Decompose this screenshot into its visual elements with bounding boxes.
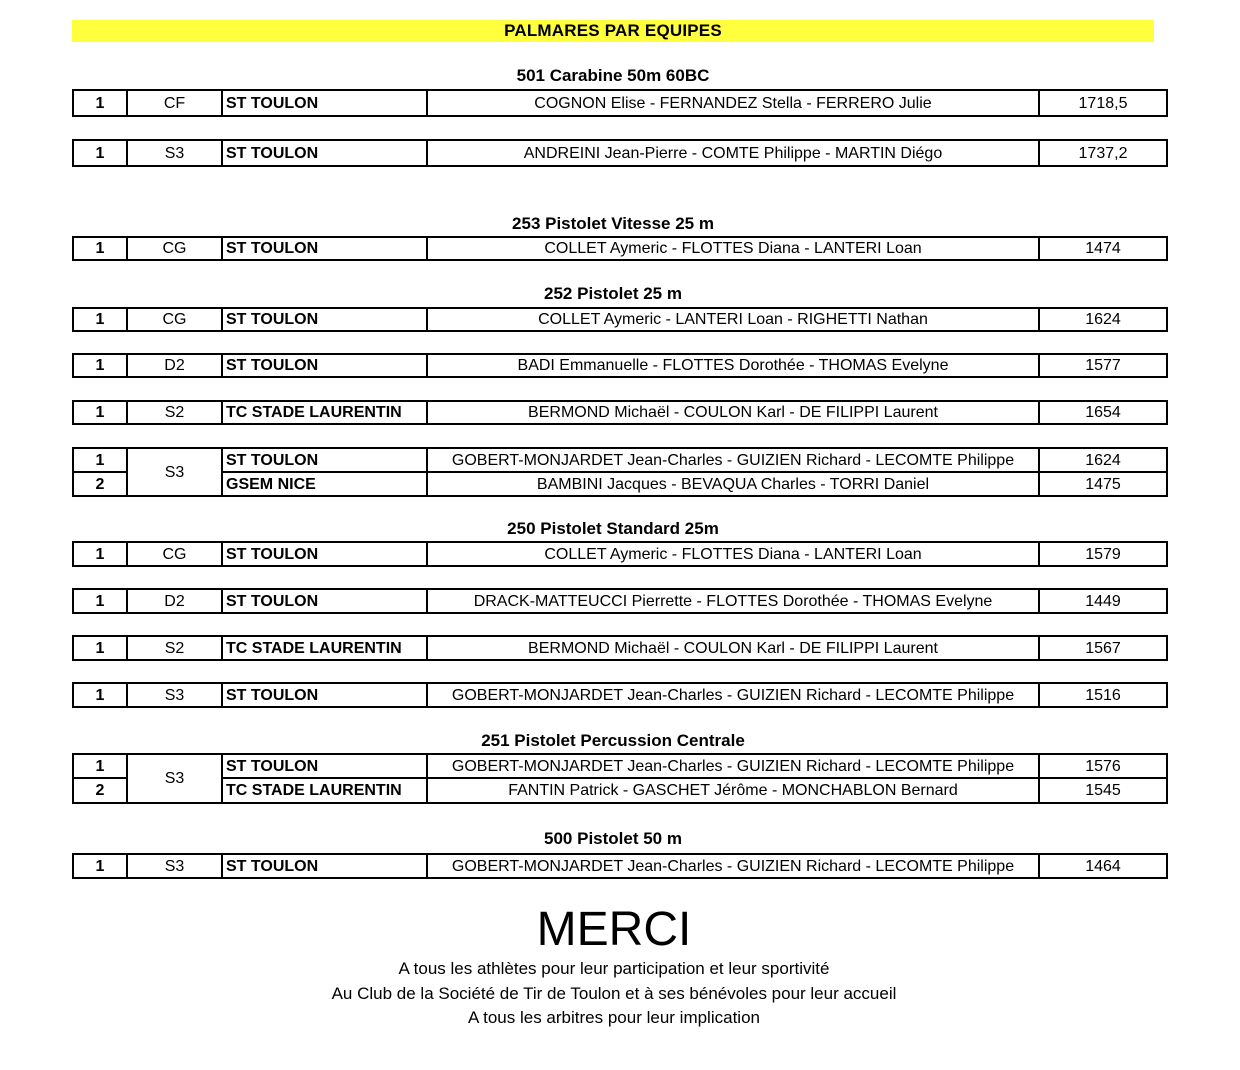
results-table [72,139,1168,167]
table-row [73,354,1167,377]
score-cell: 1475 [1039,472,1167,496]
score-cell: 1474 [1039,237,1167,260]
section-title: 250 Pistolet Standard 25m [507,519,719,538]
score-cell: 1567 [1039,636,1167,660]
rank-cell: 1 [73,401,127,424]
results-table [72,89,1168,117]
thanks-line: Au Club de la Société de Tir de Toulon et à ses bénévoles pour leur accueil [331,984,897,1003]
rank-cell: 1 [73,854,127,878]
category-cell: S3 [127,448,222,496]
score-cell: 1576 [1039,754,1167,778]
results-table [72,236,1168,261]
section-title: 251 Pistolet Percussion Centrale [481,731,745,750]
table-row [73,237,1167,260]
rank-cell: 1 [73,448,127,472]
score-cell: 1718,5 [1039,90,1167,116]
thanks-line: A tous les arbitres pour leur implication [468,1008,760,1027]
results-table [72,447,1168,497]
rank-cell: 1 [73,754,127,778]
rank-cell: 1 [73,237,127,260]
results-table [72,635,1168,661]
table-row [73,636,1167,660]
rank-cell: 1 [73,683,127,707]
score-cell: 1516 [1039,683,1167,707]
table-row [73,589,1167,613]
results-table [72,541,1168,567]
club-cell: ST TOULON [222,308,427,331]
team-members-cell: COLLET Aymeric - LANTERI Loan - RIGHETTI Nathan [427,308,1039,331]
club-cell: ST TOULON [222,237,427,260]
category-cell: CG [127,542,222,566]
category-cell: D2 [127,589,222,613]
page-title: PALMARES PAR EQUIPES [72,20,1154,42]
club-cell: ST TOULON [222,683,427,707]
score-cell: 1579 [1039,542,1167,566]
club-cell: ST TOULON [222,354,427,377]
rank-cell: 1 [73,308,127,331]
results-table [72,588,1168,614]
results-table [72,753,1168,804]
rank-cell: 1 [73,140,127,166]
team-members-cell: BERMOND Michaël - COULON Karl - DE FILIPPI Laurent [427,401,1039,424]
rank-cell: 2 [73,472,127,496]
category-cell: S3 [127,854,222,878]
category-cell: CG [127,237,222,260]
team-members-cell: COLLET Aymeric - FLOTTES Diana - LANTERI Loan [427,542,1039,566]
results-table [72,682,1168,708]
table-row [73,472,1167,496]
team-members-cell: COLLET Aymeric - FLOTTES Diana - LANTERI Loan [427,237,1039,260]
results-table [72,853,1168,879]
table-row [73,754,1167,778]
category-cell: S3 [127,683,222,707]
club-cell: GSEM NICE [222,472,427,496]
team-members-cell: BERMOND Michaël - COULON Karl - DE FILIPPI Laurent [427,636,1039,660]
table-row [73,683,1167,707]
category-cell: S2 [127,401,222,424]
table-row [73,308,1167,331]
rank-cell: 1 [73,636,127,660]
rank-cell: 1 [73,90,127,116]
table-row [73,140,1167,166]
club-cell: ST TOULON [222,589,427,613]
team-members-cell: GOBERT-MONJARDET Jean-Charles - GUIZIEN Richard - LECOMTE Philippe [427,754,1039,778]
team-members-cell: GOBERT-MONJARDET Jean-Charles - GUIZIEN Richard - LECOMTE Philippe [427,448,1039,472]
results-table [72,307,1168,332]
team-members-cell: GOBERT-MONJARDET Jean-Charles - GUIZIEN Richard - LECOMTE Philippe [427,854,1039,878]
rank-cell: 1 [73,354,127,377]
table-row [73,542,1167,566]
category-cell: CG [127,308,222,331]
section-title: 500 Pistolet 50 m [544,829,682,848]
club-cell: ST TOULON [222,754,427,778]
results-table [72,353,1168,378]
thanks-line: A tous les athlètes pour leur participation et leur sportivité [398,959,830,978]
score-cell: 1654 [1039,401,1167,424]
club-cell: TC STADE LAURENTIN [222,778,427,803]
score-cell: 1624 [1039,448,1167,472]
score-cell: 1545 [1039,778,1167,803]
rank-cell: 1 [73,542,127,566]
category-cell: CF [127,90,222,116]
team-members-cell: BAMBINI Jacques - BEVAQUA Charles - TORRI Daniel [427,472,1039,496]
club-cell: ST TOULON [222,90,427,116]
team-members-cell: ANDREINI Jean-Pierre - COMTE Philippe - MARTIN Diégo [427,140,1039,166]
score-cell: 1464 [1039,854,1167,878]
team-members-cell: BADI Emmanuelle - FLOTTES Dorothée - THOMAS Evelyne [427,354,1039,377]
table-row [73,778,1167,803]
results-table [72,400,1168,425]
table-row [73,401,1167,424]
team-members-cell: COGNON Elise - FERNANDEZ Stella - FERRERO Julie [427,90,1039,116]
category-cell: S3 [127,754,222,803]
section-title: 252 Pistolet 25 m [544,284,682,303]
table-row [73,854,1167,878]
table-row [73,90,1167,116]
category-cell: D2 [127,354,222,377]
category-cell: S3 [127,140,222,166]
score-cell: 1577 [1039,354,1167,377]
team-members-cell: FANTIN Patrick - GASCHET Jérôme - MONCHABLON Bernard [427,778,1039,803]
rank-cell: 2 [73,778,127,803]
merci-heading: MERCI [536,903,692,956]
rank-cell: 1 [73,589,127,613]
club-cell: ST TOULON [222,854,427,878]
club-cell: ST TOULON [222,542,427,566]
score-cell: 1449 [1039,589,1167,613]
category-cell: S2 [127,636,222,660]
team-members-cell: GOBERT-MONJARDET Jean-Charles - GUIZIEN Richard - LECOMTE Philippe [427,683,1039,707]
section-title: 253 Pistolet Vitesse 25 m [512,214,714,233]
section-title: 501 Carabine 50m 60BC [516,66,710,85]
club-cell: ST TOULON [222,140,427,166]
score-cell: 1737,2 [1039,140,1167,166]
club-cell: ST TOULON [222,448,427,472]
club-cell: TC STADE LAURENTIN [222,636,427,660]
club-cell: TC STADE LAURENTIN [222,401,427,424]
team-members-cell: DRACK-MATTEUCCI Pierrette - FLOTTES Dorothée - THOMAS Evelyne [427,589,1039,613]
table-row [73,448,1167,472]
score-cell: 1624 [1039,308,1167,331]
